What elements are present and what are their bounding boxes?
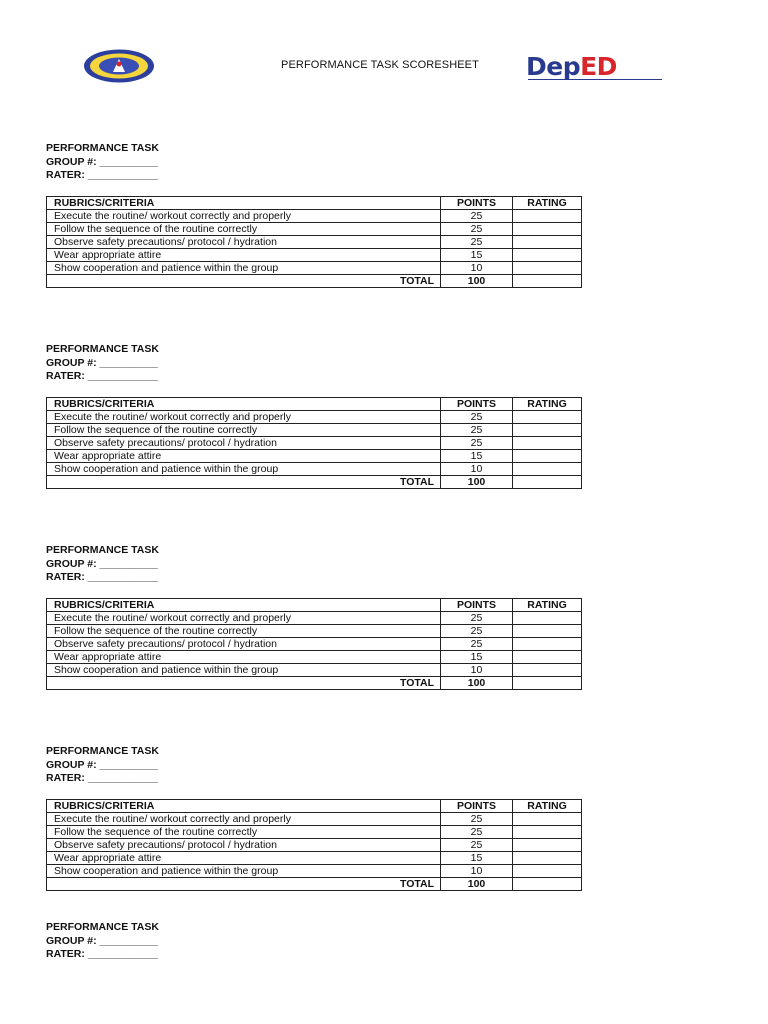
criteria-header: RUBRICS/CRITERIA <box>47 197 441 210</box>
criteria-cell: Show cooperation and patience within the group <box>47 865 441 878</box>
scoresheet-block <box>46 343 586 488</box>
criteria-header: RUBRICS/CRITERIA <box>47 398 441 411</box>
group-field: GROUP #: __________ <box>46 557 158 570</box>
scoresheet-block <box>46 544 586 689</box>
total-rating-cell[interactable] <box>513 476 582 489</box>
criteria-cell: Wear appropriate attire <box>47 651 441 664</box>
table-row <box>47 210 582 223</box>
criteria-cell: Show cooperation and patience within the group <box>47 262 441 275</box>
points-cell: 25 <box>441 210 513 223</box>
total-points: 100 <box>441 476 513 489</box>
group-field: GROUP #: __________ <box>46 934 158 947</box>
rating-cell[interactable] <box>513 210 582 223</box>
criteria-header: RUBRICS/CRITERIA <box>47 599 441 612</box>
rating-cell[interactable] <box>513 612 582 625</box>
rating-cell[interactable] <box>513 638 582 651</box>
rater-field: RATER: ____________ <box>46 370 158 382</box>
deped-logo <box>526 52 666 84</box>
rating-cell[interactable] <box>513 813 582 826</box>
table-row <box>47 865 582 878</box>
points-cell: 25 <box>441 424 513 437</box>
table-row <box>47 839 582 852</box>
points-cell: 10 <box>441 865 513 878</box>
table-header-row <box>47 800 582 813</box>
criteria-cell: Follow the sequence of the routine correctly <box>47 625 441 638</box>
table-header-row <box>47 398 582 411</box>
table-row <box>47 651 582 664</box>
rubric-table <box>46 598 582 690</box>
deped-seal-logo <box>82 48 156 84</box>
rubric-table <box>46 799 582 891</box>
table-row <box>47 826 582 839</box>
points-cell: 15 <box>441 249 513 262</box>
document-title: PERFORMANCE TASK SCORESHEET <box>281 59 479 71</box>
points-cell: 25 <box>441 826 513 839</box>
points-header: POINTS <box>441 599 513 612</box>
criteria-cell: Execute the routine/ workout correctly and properly <box>47 411 441 424</box>
rubric-table <box>46 397 582 489</box>
total-rating-cell[interactable] <box>513 878 582 891</box>
points-cell: 10 <box>441 463 513 476</box>
criteria-cell: Observe safety precautions/ protocol / hydration <box>47 839 441 852</box>
points-cell: 10 <box>441 262 513 275</box>
points-cell: 25 <box>441 839 513 852</box>
total-label: TOTAL <box>47 476 441 489</box>
points-cell: 15 <box>441 450 513 463</box>
points-cell: 25 <box>441 236 513 249</box>
criteria-cell: Show cooperation and patience within the group <box>47 463 441 476</box>
table-row <box>47 236 582 249</box>
rubric-table <box>46 196 582 288</box>
criteria-cell: Observe safety precautions/ protocol / hydration <box>47 638 441 651</box>
criteria-cell: Show cooperation and patience within the group <box>47 664 441 677</box>
total-rating-cell[interactable] <box>513 677 582 690</box>
rating-cell[interactable] <box>513 865 582 878</box>
table-row <box>47 463 582 476</box>
total-row <box>47 476 582 489</box>
criteria-cell: Observe safety precautions/ protocol / hydration <box>47 437 441 450</box>
table-row <box>47 262 582 275</box>
total-points: 100 <box>441 275 513 288</box>
total-rating-cell[interactable] <box>513 275 582 288</box>
rating-header: RATING <box>513 800 582 813</box>
table-row <box>47 249 582 262</box>
rating-cell[interactable] <box>513 463 582 476</box>
rating-header: RATING <box>513 398 582 411</box>
criteria-cell: Observe safety precautions/ protocol / hydration <box>47 236 441 249</box>
table-row <box>47 424 582 437</box>
total-label: TOTAL <box>47 275 441 288</box>
total-row <box>47 677 582 690</box>
rater-field: RATER: ____________ <box>46 169 158 181</box>
points-header: POINTS <box>441 800 513 813</box>
task-label: PERFORMANCE TASK <box>46 142 159 154</box>
deped-wordmark: DepED <box>526 52 617 81</box>
scoresheet-block <box>46 921 586 962</box>
rating-cell[interactable] <box>513 450 582 463</box>
rating-header: RATING <box>513 197 582 210</box>
criteria-cell: Execute the routine/ workout correctly and properly <box>47 813 441 826</box>
points-cell: 25 <box>441 638 513 651</box>
rating-cell[interactable] <box>513 223 582 236</box>
table-header-row <box>47 197 582 210</box>
task-label: PERFORMANCE TASK <box>46 745 159 757</box>
total-row <box>47 878 582 891</box>
points-header: POINTS <box>441 398 513 411</box>
table-header-row <box>47 599 582 612</box>
rating-cell[interactable] <box>513 249 582 262</box>
scoresheet-block <box>46 142 586 287</box>
group-field: GROUP #: __________ <box>46 758 158 771</box>
table-row <box>47 664 582 677</box>
table-row <box>47 450 582 463</box>
points-cell: 15 <box>441 852 513 865</box>
rater-field: RATER: ____________ <box>46 772 158 784</box>
group-field: GROUP #: __________ <box>46 356 158 369</box>
criteria-cell: Follow the sequence of the routine correctly <box>47 826 441 839</box>
rating-cell[interactable] <box>513 625 582 638</box>
rating-header: RATING <box>513 599 582 612</box>
rating-cell[interactable] <box>513 424 582 437</box>
table-row <box>47 638 582 651</box>
group-field: GROUP #: __________ <box>46 155 158 168</box>
total-points: 100 <box>441 677 513 690</box>
table-row <box>47 223 582 236</box>
rating-cell[interactable] <box>513 664 582 677</box>
points-cell: 15 <box>441 651 513 664</box>
rating-cell[interactable] <box>513 826 582 839</box>
scoresheet-block <box>46 745 586 890</box>
criteria-cell: Follow the sequence of the routine correctly <box>47 424 441 437</box>
total-points: 100 <box>441 878 513 891</box>
rater-field: RATER: ____________ <box>46 948 158 960</box>
points-cell: 25 <box>441 411 513 424</box>
table-row <box>47 411 582 424</box>
criteria-cell: Follow the sequence of the routine correctly <box>47 223 441 236</box>
table-row <box>47 625 582 638</box>
task-label: PERFORMANCE TASK <box>46 343 159 355</box>
points-header: POINTS <box>441 197 513 210</box>
total-row <box>47 275 582 288</box>
criteria-cell: Execute the routine/ workout correctly and properly <box>47 210 441 223</box>
criteria-cell: Wear appropriate attire <box>47 852 441 865</box>
rating-cell[interactable] <box>513 852 582 865</box>
task-label: PERFORMANCE TASK <box>46 921 159 933</box>
points-cell: 25 <box>441 223 513 236</box>
points-cell: 10 <box>441 664 513 677</box>
points-cell: 25 <box>441 437 513 450</box>
table-row <box>47 437 582 450</box>
points-cell: 25 <box>441 612 513 625</box>
rating-cell[interactable] <box>513 236 582 249</box>
criteria-header: RUBRICS/CRITERIA <box>47 800 441 813</box>
rating-cell[interactable] <box>513 839 582 852</box>
criteria-cell: Execute the routine/ workout correctly and properly <box>47 612 441 625</box>
table-row <box>47 612 582 625</box>
total-label: TOTAL <box>47 677 441 690</box>
total-label: TOTAL <box>47 878 441 891</box>
table-row <box>47 852 582 865</box>
rating-cell[interactable] <box>513 262 582 275</box>
table-row <box>47 813 582 826</box>
points-cell: 25 <box>441 625 513 638</box>
task-label: PERFORMANCE TASK <box>46 544 159 556</box>
rater-field: RATER: ____________ <box>46 571 158 583</box>
rating-cell[interactable] <box>513 411 582 424</box>
rating-cell[interactable] <box>513 651 582 664</box>
criteria-cell: Wear appropriate attire <box>47 450 441 463</box>
rating-cell[interactable] <box>513 437 582 450</box>
criteria-cell: Wear appropriate attire <box>47 249 441 262</box>
deped-logo-underline <box>528 79 662 83</box>
points-cell: 25 <box>441 813 513 826</box>
